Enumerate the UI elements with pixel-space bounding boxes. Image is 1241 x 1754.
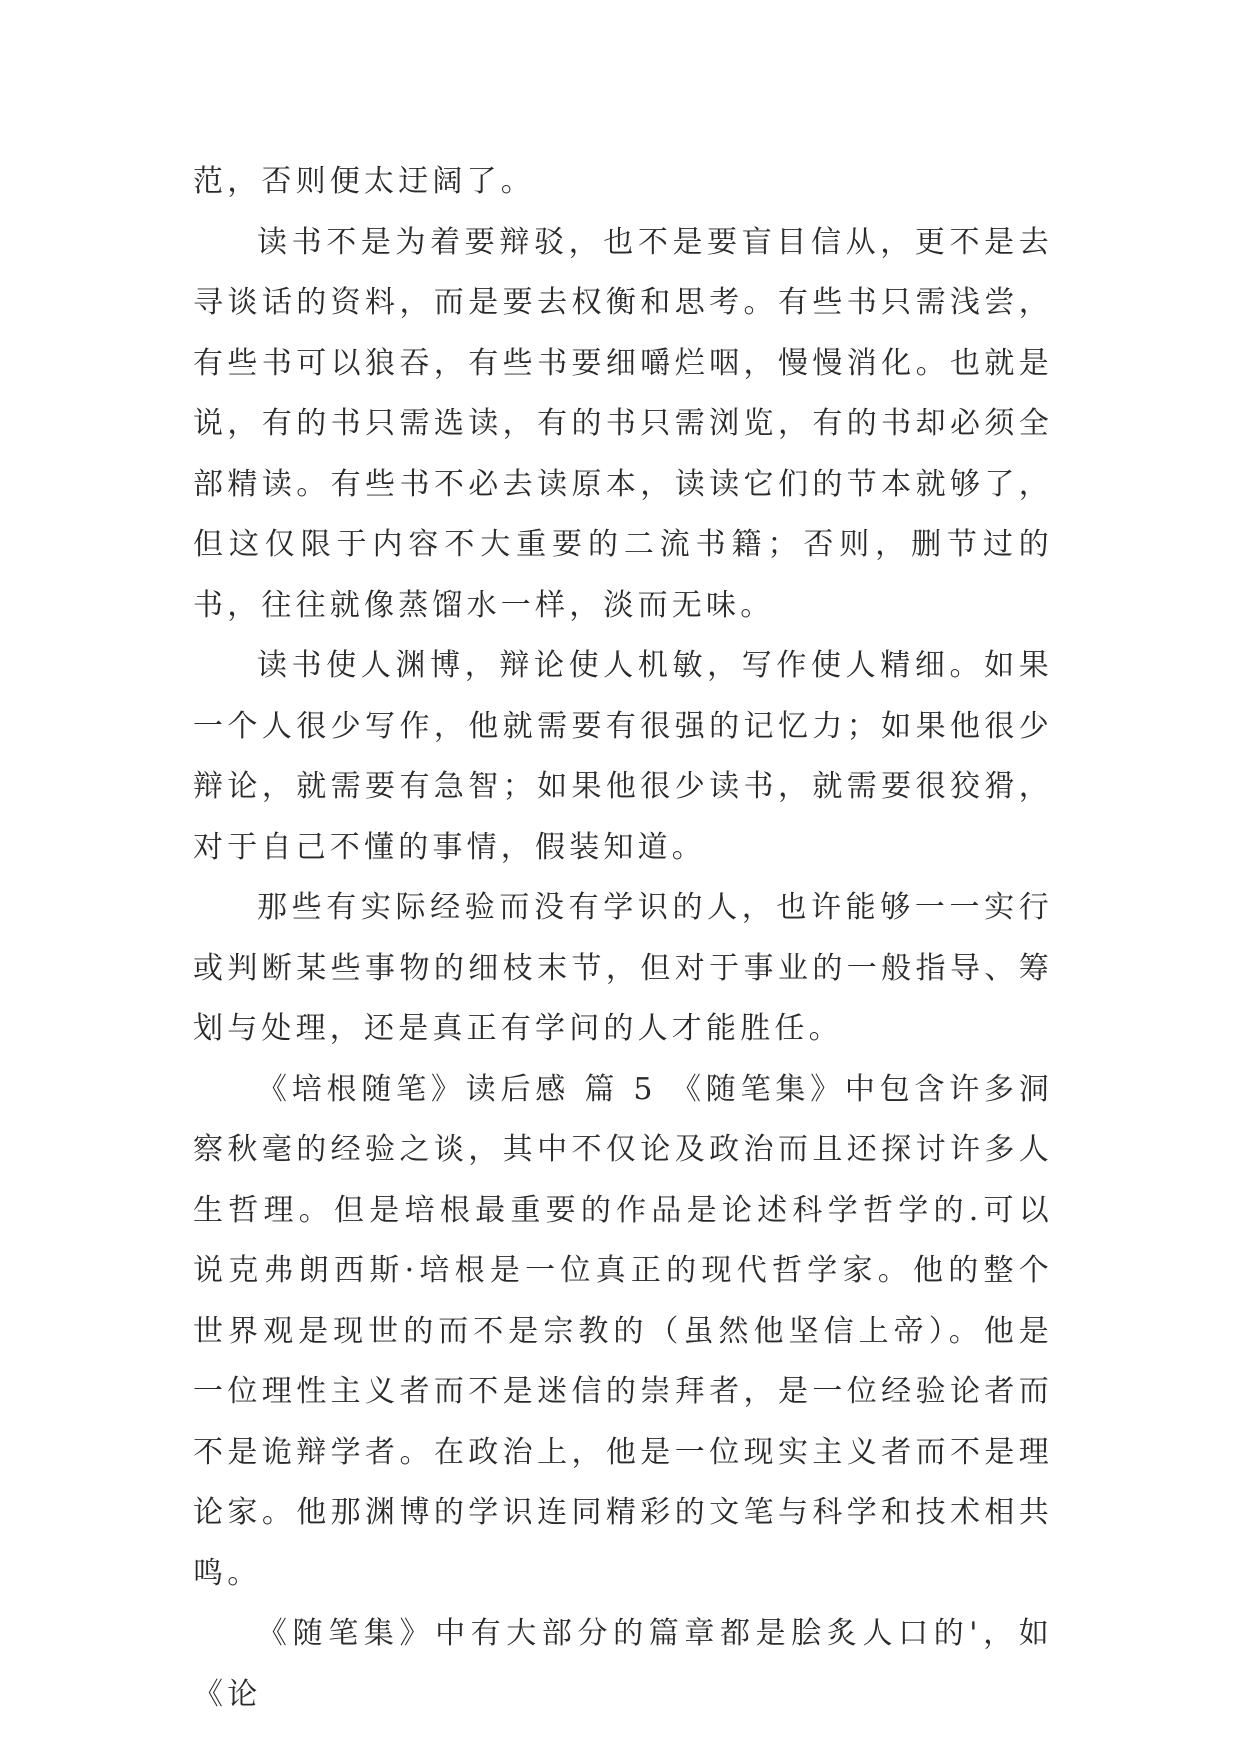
paragraph-6: 《随笔集》中有大部分的篇章都是脍炙人口的'，如《论 — [193, 1616, 1053, 1712]
paragraph-2: 读书不是为着要辩驳，也不是要盲目信从，更不是去寻谈话的资料，而是要去权衡和思考。有些书只需浅尝，有些书可以狼吞，有些书要细嚼烂咽，慢慢消化。也就是说，有的书只需选读，有的书只需浏览，有的书却必须全部精读。有些书不必去读原本，读读它们的节本就够了，但这仅限于内容不大重要的二流书籍；否则，删节过的书，往往就像蒸馏水一样，淡而无味。 — [193, 224, 1053, 623]
body-text — [193, 152, 1053, 1725]
paragraph-3: 读书使人渊博，辩论使人机敏，写作使人精细。如果一个人很少写作，他就需要有很强的记忆力；如果他很少辩论，就需要有急智；如果他很少读书，就需要很狡猾，对于自己不懂的事情，假装知道。 — [193, 648, 1053, 865]
paragraph-1: 范，否则便太迂阔了。 — [193, 164, 535, 199]
paragraph-5: 《培根随笔》读后感 篇 5 《随笔集》中包含许多洞察秋毫的经验之谈，其中不仅论及政治而且还探讨许多人生哲理。但是培根最重要的作品是论述科学哲学的.可以说克弗朗西斯·培根是一位真正的现代哲学家。他的整个世界观是现世的而不是宗教的（虽然他坚信上帝）。他是一位理性主义者而不是迷信的崇拜者，是一位经验论者而不是诡辩学者。在政治上，他是一位现实主义者而不是理论家。他那渊博的学识连同精彩的文笔与科学和技术相共鸣。 — [193, 1071, 1053, 1591]
paragraph-4: 那些有实际经验而没有学识的人，也许能够一一实行或判断某些事物的细枝末节，但对于事业的一般指导、筹划与处理，还是真正有学问的人才能胜任。 — [193, 890, 1053, 1046]
